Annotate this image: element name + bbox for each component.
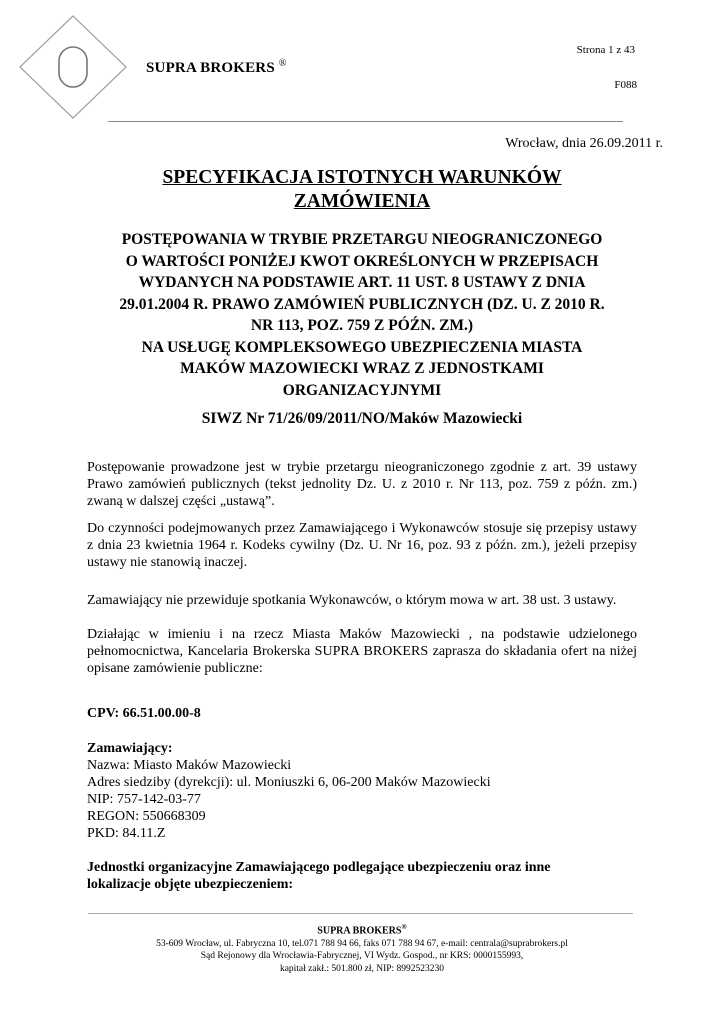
- document-subtitle: [60, 229, 664, 401]
- page-number: Strona 1 z 43: [576, 44, 635, 56]
- dateline: Wrocław, dnia 26.09.2011 r.: [505, 136, 663, 151]
- authority-name: Nazwa: Miasto Maków Mazowiecki: [87, 758, 292, 773]
- subtitle-line: NA USŁUGĘ KOMPLEKSOWEGO UBEZPIECZENIA MIASTA: [141, 338, 583, 356]
- units-heading-line-1: Jednostki organizacyjne Zamawiającego podlegające ubezpieczeniu oraz inne: [87, 860, 551, 875]
- subtitle-line: WYDANYCH NA PODSTAWIE ART. 11 UST. 8 USTAWY Z DNIA: [138, 274, 586, 291]
- authority-address: Adres siedziby (dyrekcji): ul. Moniuszki 6, 06-200 Maków Mazowiecki: [87, 775, 491, 790]
- contracting-authority: [87, 740, 491, 842]
- footer-court-line: Sąd Rejonowy dla Wrocławia-Fabrycznej, VI Wydz. Gospod., nr KRS: 0000155993,: [200, 951, 524, 962]
- subtitle-line: 29.01.2004 R. PRAWO ZAMÓWIEŃ PUBLICZNYCH (DZ. U. Z 2010 R.: [119, 295, 605, 313]
- authority-nip: NIP: 757-142-03-77: [87, 792, 201, 807]
- authority-pkd: PKD: 84.11.Z: [87, 826, 166, 841]
- contracting-authority-heading: Zamawiający:: [87, 741, 173, 756]
- header-divider: [108, 121, 623, 122]
- paragraph-no-meeting: Zamawiający nie przewiduje spotkania Wykonawców, o którym mowa w art. 38 ust. 3 ustawy.: [87, 593, 617, 608]
- paragraph-civil-code: Do czynności podejmowanych przez Zamawiającego i Wykonawców stosuje się przepisy ustawy z dnia 23 kwietnia 1964 r. Kodeks cywilny (Dz. U. Nr 16, poz. 93 z późn. zm.), jeżeli przepisy ustawy nie stanowią inaczej.: [87, 521, 637, 570]
- paragraph-procedure: Postępowanie prowadzone jest w trybie przetargu nieograniczonego zgodnie z art. 39 ustawy Prawo zamówień publicznych (tekst jednolity Dz. U. z 2010 r. Nr 113, poz. 759 z późn. zm.) zwaną w dalszej części „ustawą”.: [87, 460, 637, 509]
- footer-registered-mark: ®: [401, 923, 407, 931]
- subtitle-line: MAKÓW MAZOWIECKI WRAZ Z JEDNOSTKAMI: [180, 360, 544, 377]
- title-line-2: ZAMÓWIENIA: [293, 191, 431, 212]
- registered-mark: ®: [278, 58, 287, 69]
- footer-divider: [88, 913, 633, 914]
- subtitle-line: O WARTOŚCI PONIŻEJ KWOT OKREŚLONYCH W PRZEPISACH: [125, 252, 599, 270]
- supra-brokers-logo-icon: [18, 14, 128, 120]
- footer-company-name: SUPRA BROKERS: [317, 925, 402, 937]
- subtitle-line: POSTĘPOWANIA W TRYBIE PRZETARGU NIEOGRANICZONEGO: [121, 231, 603, 248]
- document-title: [60, 166, 664, 214]
- cpv-code: CPV: 66.51.00.00-8: [87, 706, 201, 721]
- footer-capital-line: kapitał zakł.: 501.800 zł, NIP: 8992523230: [279, 963, 445, 974]
- paragraph-invitation: Działając w imieniu i na rzecz Miasta Maków Mazowiecki , na podstawie udzielonego pełnomocnictwa, Kancelaria Brokerska SUPRA BROKERS zaprasza do składania ofert na niżej opisane zamówienie publiczne:: [87, 627, 637, 676]
- siwz-number: SIWZ Nr 71/26/09/2011/NO/Maków Mazowiecki: [201, 410, 523, 427]
- form-code: F088: [614, 79, 637, 91]
- subtitle-line: ORGANIZACYJNYMI: [282, 381, 442, 399]
- footer-company: [60, 921, 664, 938]
- units-heading-line-2: lokalizacje objęte ubezpieczeniem:: [87, 877, 294, 892]
- title-line-1: SPECYFIKACJA ISTOTNYCH WARUNKÓW: [162, 167, 562, 188]
- authority-regon: REGON: 550668309: [87, 809, 206, 824]
- brand-name: [146, 58, 287, 77]
- page-footer: [60, 921, 664, 975]
- subtitle-line: NR 113, POZ. 759 Z PÓŹN. ZM.): [250, 317, 474, 334]
- brand-name-text: SUPRA BROKERS: [146, 60, 275, 76]
- footer-address-line: 53-609 Wrocław, ul. Fabryczna 10, tel.071 788 94 66, faks 071 788 94 67, e-mail: centrala@suprabrokers.pl: [156, 938, 568, 949]
- insured-units-heading: [87, 859, 647, 893]
